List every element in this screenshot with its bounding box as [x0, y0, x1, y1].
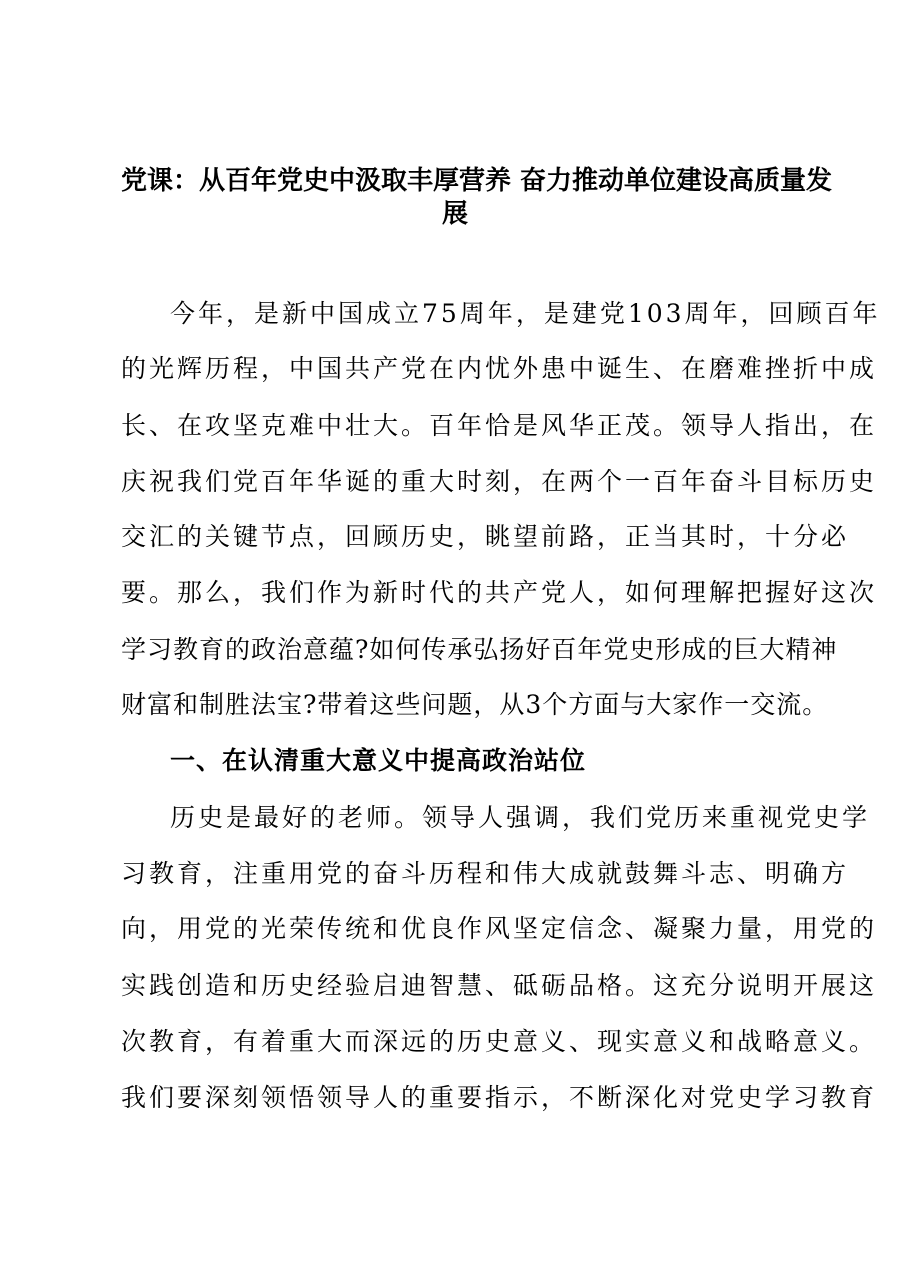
- paragraph-2-line: 习教育，注重用党的奋斗历程和伟大成就鼓舞斗志、明确方: [121, 859, 850, 888]
- paragraph-1-line: 财富和制胜法宝?带着这些问题，从3个方面与大家作一交流。: [121, 690, 829, 719]
- paragraph-1-line: 要。那么，我们作为新时代的共产党人，如何理解把握好这次: [121, 578, 878, 607]
- paragraph-2-line: 历史是最好的老师。领导人强调，我们党历来重视党史学: [170, 803, 871, 832]
- paragraph-1-line: 的光辉历程，中国共产党在内忧外患中诞生、在磨难挫折中成: [121, 354, 878, 383]
- paragraph-2-line: 实践创造和历史经验启迪智慧、砥砺品格。这充分说明开展这: [121, 971, 878, 1000]
- section-1-heading: 一、在认清重大意义中提高政治站位: [170, 746, 587, 775]
- document-title-line-2: 展: [442, 199, 469, 229]
- paragraph-1-line: 交汇的关键节点，回顾历史，眺望前路，正当其时，十分必: [121, 522, 850, 551]
- paragraph-1-line: 学习教育的政治意蕴?如何传承弘扬好百年党史形成的巨大精神: [121, 635, 838, 664]
- paragraph-1-line: 今年，是新中国成立75周年，是建党103周年，回顾百年: [170, 299, 881, 328]
- paragraph-1-line: 庆祝我们党百年华诞的重大时刻，在两个一百年奋斗目标历史: [121, 467, 878, 496]
- paragraph-1-line: 长、在攻坚克难中壮大。百年恰是风华正茂。领导人指出，在: [121, 411, 878, 440]
- paragraph-2-line: 向，用党的光荣传统和优良作风坚定信念、凝聚力量，用党的: [121, 914, 878, 943]
- document-title-line-1: 党课：从百年党史中汲取丰厚营养 奋力推动单位建设高质量发: [121, 166, 833, 196]
- paragraph-2-line: 我们要深刻领悟领导人的重要指示，不断深化对党史学习教育: [121, 1083, 878, 1112]
- paragraph-2-line: 次教育，有着重大而深远的历史意义、现实意义和战略意义。: [121, 1027, 878, 1056]
